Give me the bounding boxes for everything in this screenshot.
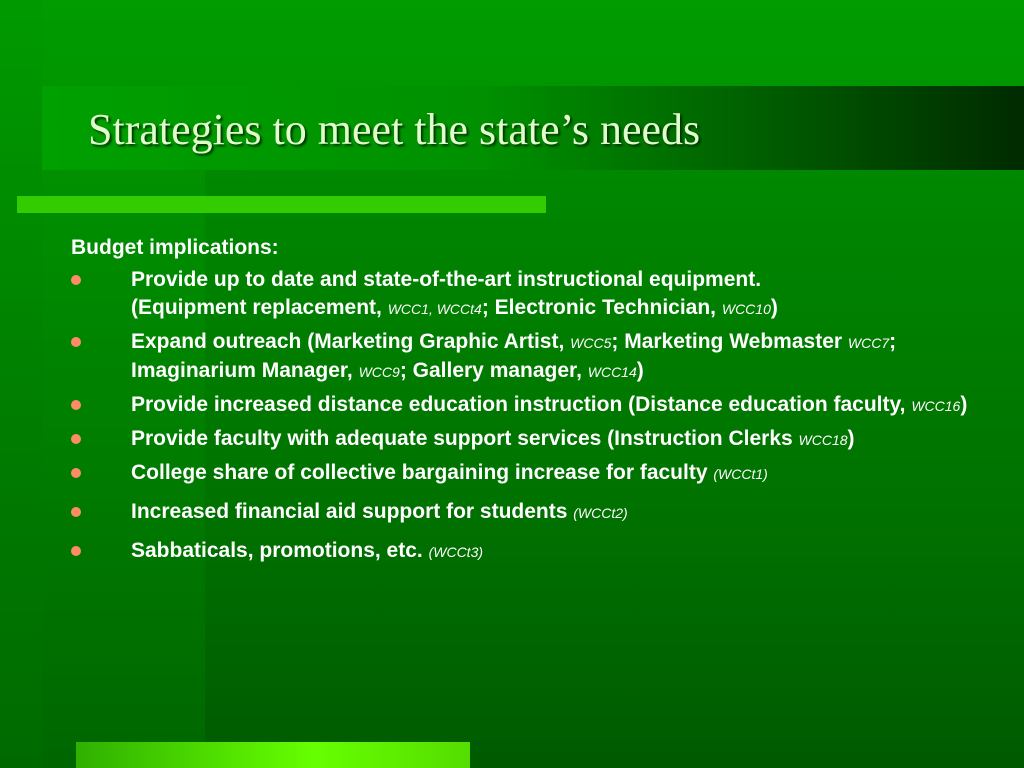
bullet-item-equipment [71, 266, 1001, 323]
bottom-accent-bar [76, 742, 470, 768]
wcc-code: WCC10 [721, 301, 771, 317]
wcc-code: WCC5 [570, 335, 612, 351]
bullet-text: ) [960, 393, 968, 416]
bullet-text: ) [636, 359, 644, 382]
bullet-text: ; Marketing Webmaster [611, 330, 848, 353]
bullet-list [71, 266, 1001, 566]
wcc-code: WCC9 [358, 364, 400, 380]
wcc-code: (WCCt1) [713, 466, 768, 482]
slide-title: Strategies to meet the state’s needs [88, 105, 701, 154]
section-heading: Budget implications: [71, 236, 279, 259]
bullet-icon [71, 400, 81, 410]
bullet-icon [71, 468, 81, 478]
bullet-text: (Equipment replacement, [131, 296, 388, 319]
bullet-icon [71, 507, 81, 517]
accent-bar [17, 196, 546, 213]
bullet-icon [71, 337, 81, 347]
bullet-text: College share of collective bargaining increase for faculty [131, 461, 714, 484]
bullet-text: Provide faculty with adequate support services (Instruction Clerks [131, 427, 799, 450]
bullet-item-support-services [71, 425, 1001, 454]
bullet-text: ; Gallery manager, [399, 359, 588, 382]
bullet-text: Increased financial aid support for students [131, 500, 574, 523]
bullet-item-sabbaticals [71, 537, 1001, 566]
bullet-text: Sabbaticals, promotions, etc. [131, 539, 429, 562]
bullet-item-distance-education [71, 391, 1001, 420]
bullet-item-outreach [71, 328, 1001, 386]
bullet-text: Expand outreach (Marketing Graphic Artist, [131, 330, 571, 353]
bullet-item-financial-aid [71, 498, 1001, 527]
bullet-text: ; Electronic Technician, [481, 296, 722, 319]
bullet-text: Provide up to date and state-of-the-art instructional equipment. [131, 268, 762, 291]
bullet-text: Provide increased distance education instruction (Distance education faculty, [131, 393, 912, 416]
wcc-code: (WCCt2) [573, 505, 628, 521]
wcc-code: WCC14 [587, 364, 637, 380]
bullet-item-collective-bargaining [71, 459, 1001, 488]
bullet-text: ; Imaginarium Manager, [131, 330, 897, 382]
wcc-code: WCC7 [847, 335, 890, 351]
wcc-code: WCC18 [798, 432, 848, 448]
bullet-icon [71, 546, 81, 556]
wcc-code: WCC1, WCCt4 [387, 301, 482, 317]
bullet-icon [71, 434, 81, 444]
wcc-code: WCC16 [911, 398, 961, 414]
bullet-text: ) [847, 427, 855, 450]
bullet-icon [71, 275, 81, 285]
bullet-text: ) [770, 296, 778, 319]
slide-body [71, 234, 1001, 576]
wcc-code: (WCCt3) [428, 544, 484, 560]
